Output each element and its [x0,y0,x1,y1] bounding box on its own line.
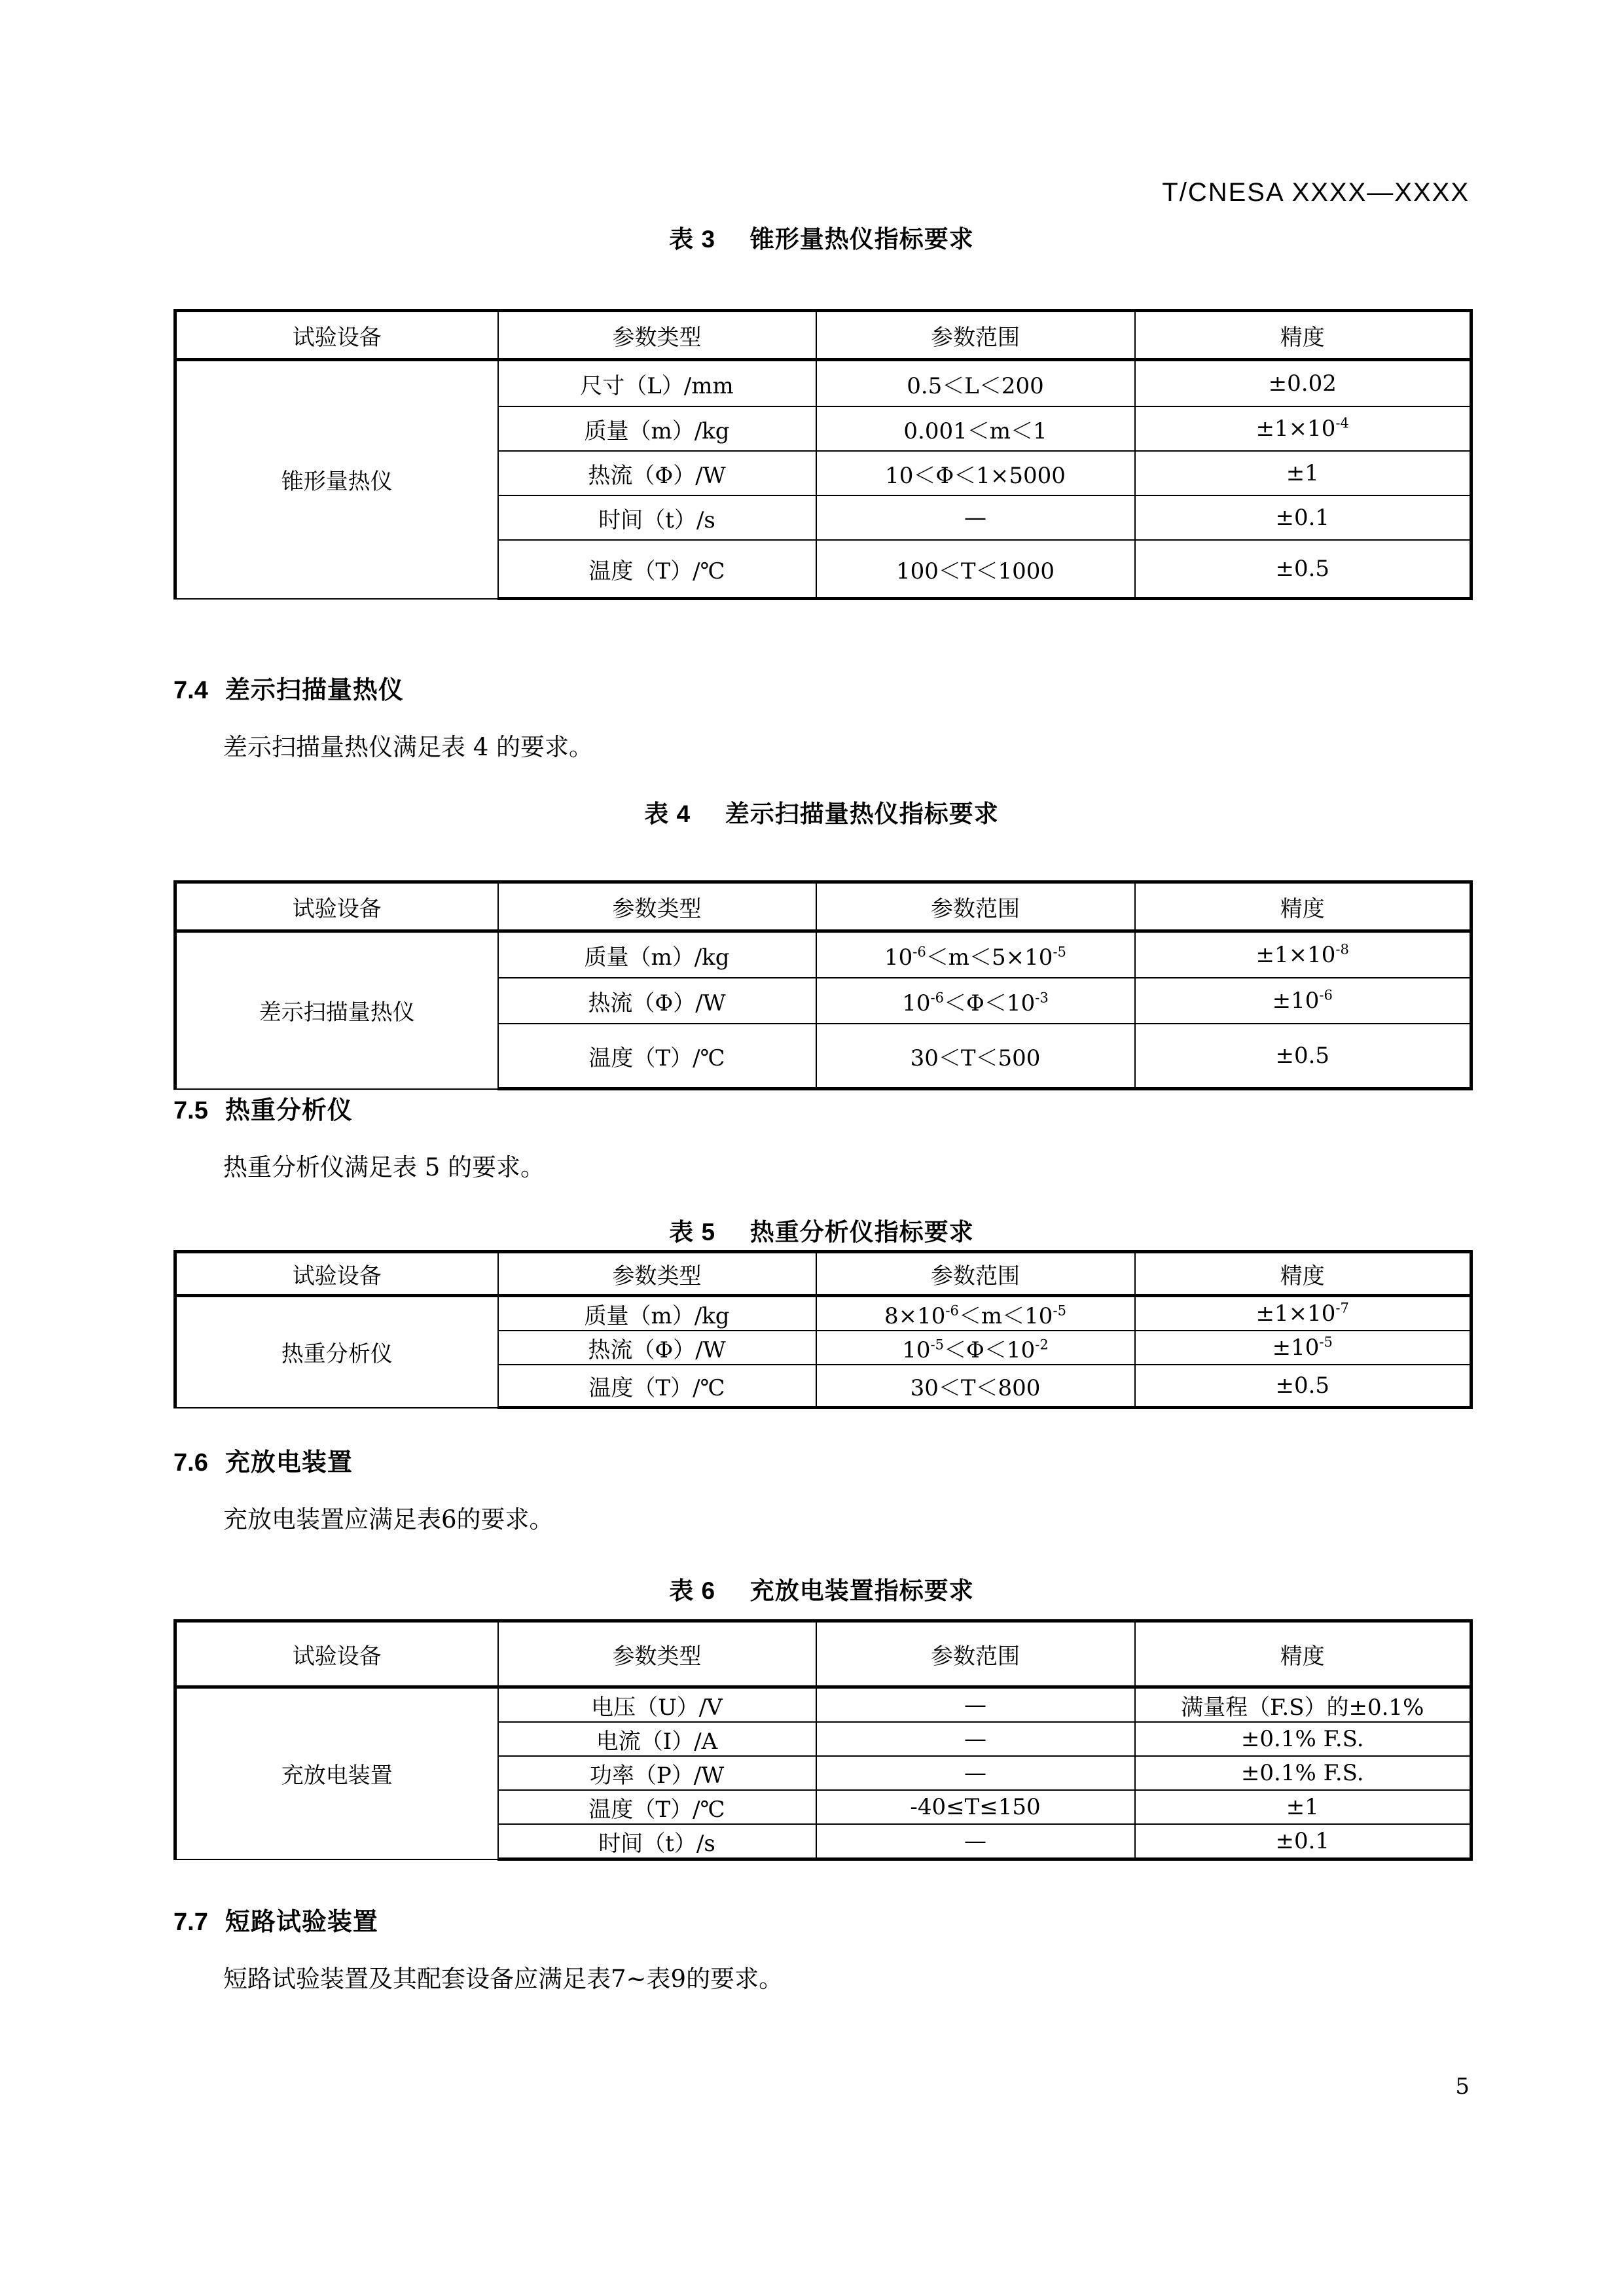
table-row-header [175,311,1471,360]
table-4-caption [173,794,1470,829]
cell-parameter-type: 热流（Φ）/W [498,978,816,1024]
column-header-equipment: 试验设备 [175,311,498,360]
cell-parameter-range: — [816,495,1135,540]
column-header-parameter-type: 参数类型 [498,1621,816,1687]
cell-parameter-type: 热流（Φ）/W [498,1331,816,1365]
cell-parameter-type: 尺寸（L）/mm [498,360,816,407]
section-body-7-4: 差示扫描量热仪满足表 4 的要求。 [223,733,594,761]
cell-accuracy: ±0.1% F.S. [1135,1756,1471,1790]
cell-accuracy: ±1 [1135,1790,1471,1824]
cell-accuracy: $\pm 10^{-5}$ [1135,1331,1471,1365]
cell-parameter-type: 热流（Φ）/W [498,451,816,495]
cell-parameter-range: $8\times 10^{-6}<m<10^{-5}$ [816,1296,1135,1331]
cell-accuracy: ±0.5 [1135,540,1471,599]
table-row-header [175,1621,1471,1687]
column-header-equipment: 试验设备 [175,1621,498,1687]
table-3-cone-calorimeter [173,309,1473,600]
table-5-caption-number: 表 5 [669,1219,716,1246]
column-header-parameter-type: 参数类型 [498,882,816,931]
table-6-charge-discharge-device [173,1619,1473,1861]
section-heading-7-4 [173,670,1470,706]
section-number: 7.5 [173,1097,208,1124]
cell-parameter-type: 温度（T）/℃ [498,540,816,599]
cell-accuracy: 满量程（F.S）的±0.1% [1135,1687,1471,1723]
cell-equipment-name: 差示扫描量热仪 [175,931,498,1089]
table-4-caption-title: 差示扫描量热仪指标要求 [725,800,999,827]
cell-parameter-type: 时间（t）/s [498,1824,816,1859]
column-header-parameter-range: 参数范围 [816,882,1135,931]
table-5-tga [173,1250,1473,1409]
table-3-caption-title: 锥形量热仪指标要求 [749,226,974,253]
section-number: 7.7 [173,1909,208,1936]
table-5-caption [173,1212,1470,1247]
table-row [175,1687,1471,1723]
cell-accuracy: ±0.5 [1135,1365,1471,1408]
cell-accuracy: ±1 [1135,451,1471,495]
table-3-caption [173,219,1470,255]
cell-parameter-type: 温度（T）/℃ [498,1024,816,1089]
table-row [175,360,1471,407]
cell-parameter-range: -40≤T≤150 [816,1790,1135,1824]
table-5-caption-title: 热重分析仪指标要求 [749,1219,974,1246]
section-body-7-5: 热重分析仪满足表 5 的要求。 [223,1153,545,1181]
table-6-caption-title: 充放电装置指标要求 [749,1577,974,1604]
cell-parameter-type: 质量（m）/kg [498,931,816,978]
table-3-caption-number: 表 3 [669,226,716,253]
cell-parameter-type: 质量（m）/kg [498,406,816,451]
table-4-dsc [173,880,1473,1090]
section-heading-7-5 [173,1090,1470,1126]
page-number: 5 [1455,2073,1470,2100]
table-row-header [175,1252,1471,1296]
column-header-parameter-range: 参数范围 [816,311,1135,360]
cell-parameter-range: $10^{-6}<m<5\times 10^{-5}$ [816,931,1135,978]
table-4-caption-number: 表 4 [644,800,691,827]
section-number: 7.6 [173,1449,208,1477]
cell-parameter-type: 质量（m）/kg [498,1296,816,1331]
table-6-caption-number: 表 6 [669,1577,716,1604]
cell-accuracy: $\pm 10^{-6}$ [1135,978,1471,1024]
cell-parameter-range: 30＜T＜800 [816,1365,1135,1408]
section-title: 短路试验装置 [225,1909,378,1936]
cell-accuracy: ±0.1 [1135,495,1471,540]
column-header-accuracy: 精度 [1135,311,1471,360]
cell-parameter-range: 0.001＜m＜1 [816,406,1135,451]
table-row [175,1296,1471,1331]
cell-parameter-range: $10^{-6}<\Phi<10^{-3}$ [816,978,1135,1024]
cell-parameter-range: 10＜Φ＜1×5000 [816,451,1135,495]
cell-parameter-type: 电流（I）/A [498,1722,816,1756]
column-header-accuracy: 精度 [1135,882,1471,931]
table-row [175,931,1471,978]
document-header-standard-number: T/CNESA XXXX—XXXX [1162,178,1470,207]
cell-accuracy: ±0.02 [1135,360,1471,407]
section-body-7-7: 短路试验装置及其配套设备应满足表7~表9的要求。 [223,1965,784,1993]
cell-accuracy: $\pm 1\times 10^{-8}$ [1135,931,1471,978]
cell-parameter-type: 功率（P）/W [498,1756,816,1790]
section-number: 7.4 [173,677,208,704]
cell-parameter-type: 温度（T）/℃ [498,1790,816,1824]
column-header-equipment: 试验设备 [175,882,498,931]
cell-accuracy: ±0.5 [1135,1024,1471,1089]
cell-parameter-type: 时间（t）/s [498,495,816,540]
column-header-parameter-range: 参数范围 [816,1252,1135,1296]
column-header-equipment: 试验设备 [175,1252,498,1296]
cell-parameter-type: 电压（U）/V [498,1687,816,1723]
cell-equipment-name: 锥形量热仪 [175,360,498,599]
section-heading-7-6 [173,1442,1470,1478]
cell-parameter-range: — [816,1722,1135,1756]
cell-parameter-range: — [816,1687,1135,1723]
section-title: 充放电装置 [225,1449,353,1477]
cell-equipment-name: 充放电装置 [175,1687,498,1859]
cell-accuracy: ±0.1% F.S. [1135,1722,1471,1756]
section-body-7-6: 充放电装置应满足表6的要求。 [223,1505,554,1534]
column-header-accuracy: 精度 [1135,1252,1471,1296]
cell-parameter-type: 温度（T）/℃ [498,1365,816,1408]
table-6-caption [173,1571,1470,1606]
cell-parameter-range: 30＜T＜500 [816,1024,1135,1089]
cell-parameter-range: $10^{-5}<\Phi<10^{-2}$ [816,1331,1135,1365]
cell-parameter-range: 100＜T＜1000 [816,540,1135,599]
cell-accuracy: $\pm 1\times 10^{-4}$ [1135,406,1471,451]
cell-parameter-range: 0.5＜L＜200 [816,360,1135,407]
section-heading-7-7 [173,1901,1470,1937]
table-row-header [175,882,1471,931]
cell-accuracy: ±0.1 [1135,1824,1471,1859]
cell-accuracy: $\pm 1\times 10^{-7}$ [1135,1296,1471,1331]
section-title: 差示扫描量热仪 [225,677,404,704]
column-header-parameter-type: 参数类型 [498,311,816,360]
cell-equipment-name: 热重分析仪 [175,1296,498,1408]
column-header-parameter-range: 参数范围 [816,1621,1135,1687]
cell-parameter-range: — [816,1756,1135,1790]
column-header-parameter-type: 参数类型 [498,1252,816,1296]
column-header-accuracy: 精度 [1135,1621,1471,1687]
section-title: 热重分析仪 [225,1097,353,1124]
cell-parameter-range: — [816,1824,1135,1859]
